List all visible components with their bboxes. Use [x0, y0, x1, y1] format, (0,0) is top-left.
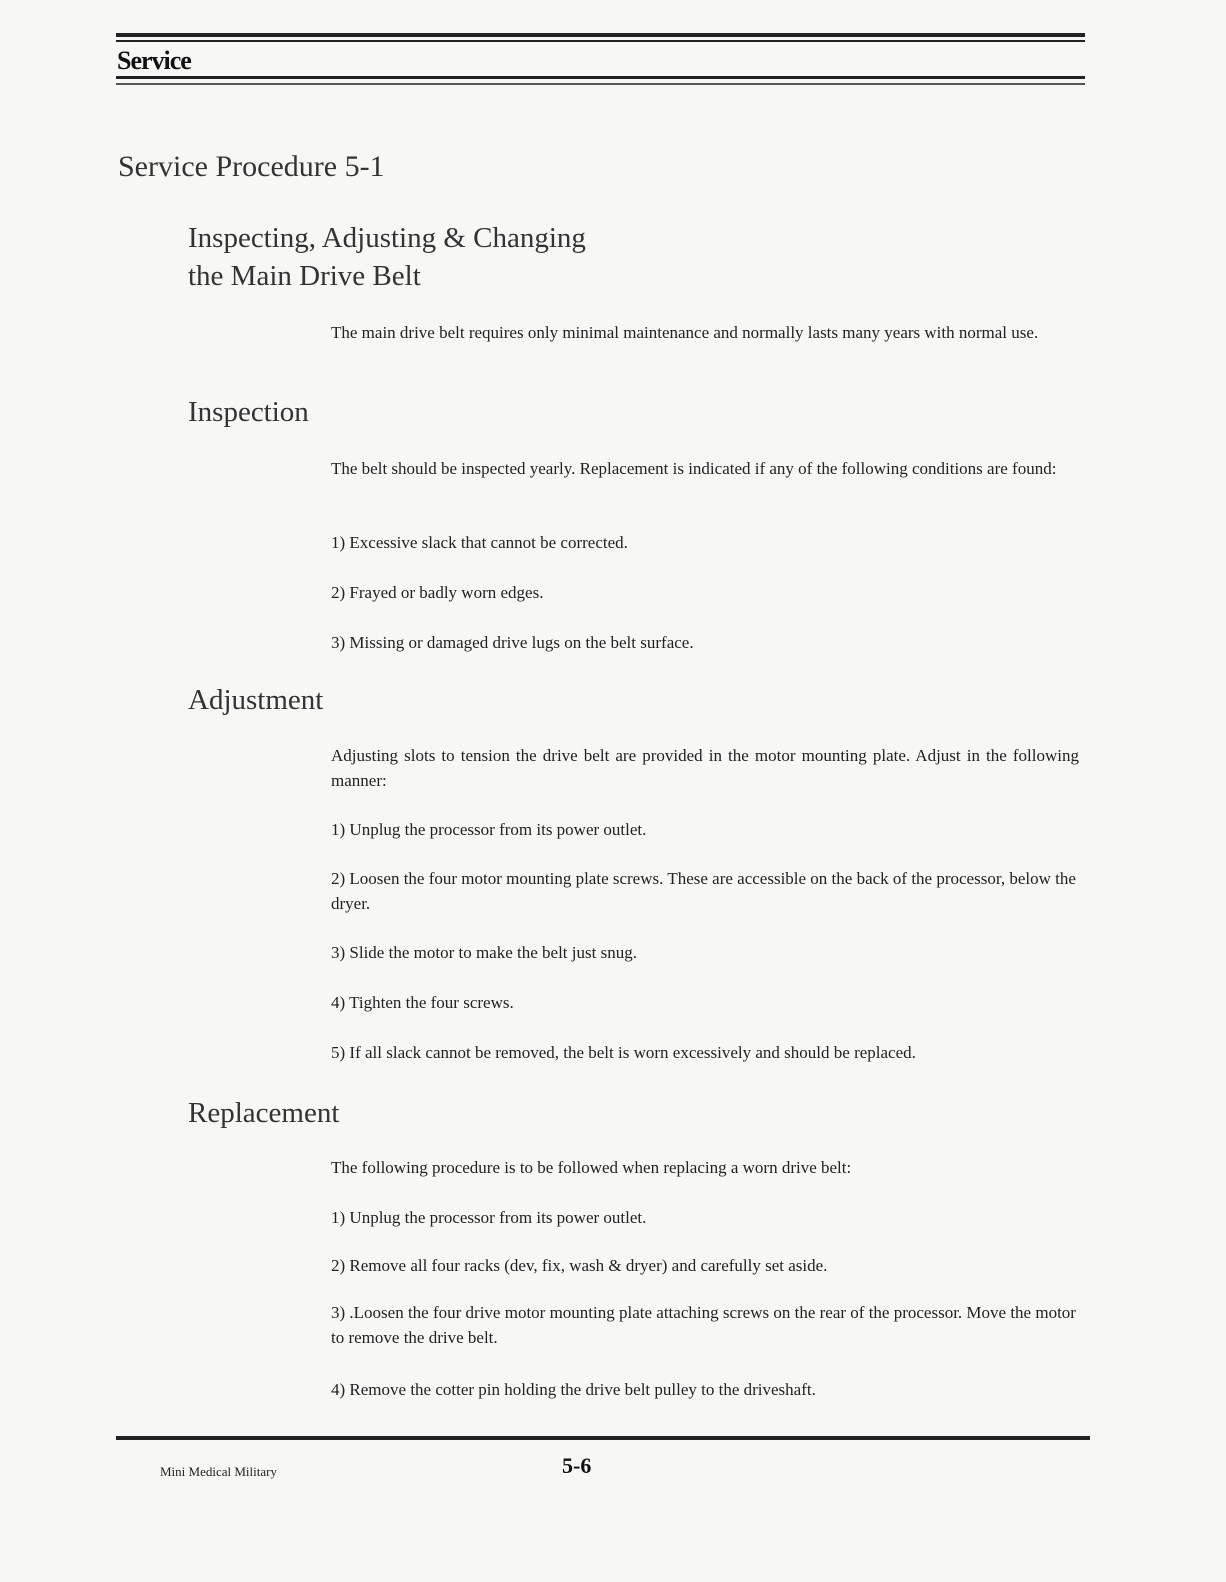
replacement-item: 4) Remove the cotter pin holding the drive belt pulley to the driveshaft.	[331, 1380, 816, 1399]
header-rule-top	[116, 33, 1085, 37]
inspection-heading: Inspection	[188, 396, 309, 428]
header-rule-top-thin	[116, 40, 1085, 42]
adjustment-item: 2) Loosen the four motor mounting plate screws. These are accessible on the back of the processor, below the dryer.	[331, 869, 1076, 913]
procedure-title: Service Procedure 5-1	[118, 150, 385, 183]
intro-paragraph: The main drive belt requires only minimal maintenance and normally lasts many years with normal use.	[331, 323, 1039, 342]
inspection-item: 3) Missing or damaged drive lugs on the belt surface.	[331, 633, 694, 652]
footer-manual-name: Mini Medical Military	[160, 1464, 277, 1479]
replacement-paragraph: The following procedure is to be followed when replacing a worn drive belt:	[331, 1158, 852, 1177]
inspection-item: 1) Excessive slack that cannot be corrected.	[331, 533, 628, 552]
adjustment-item: 3) Slide the motor to make the belt just snug.	[331, 943, 637, 962]
replacement-heading: Replacement	[188, 1097, 340, 1129]
adjustment-paragraph: Adjusting slots to tension the drive belt are provided in the motor mounting plate. Adjust in the following manner:	[331, 746, 1079, 790]
inspection-paragraph: The belt should be inspected yearly. Replacement is indicated if any of the following conditions are found:	[331, 459, 1057, 478]
main-title-line-1: Inspecting, Adjusting & Changing	[188, 222, 586, 254]
replacement-item: 3) .Loosen the four drive motor mounting plate attaching screws on the rear of the processor. Move the motor to remove the drive belt.	[331, 1303, 1076, 1347]
replacement-item: 1) Unplug the processor from its power outlet.	[331, 1208, 647, 1227]
section-header-label: Service	[117, 46, 191, 75]
adjustment-item: 5) If all slack cannot be removed, the belt is worn excessively and should be replaced.	[331, 1043, 916, 1062]
adjustment-item: 1) Unplug the processor from its power outlet.	[331, 820, 647, 839]
adjustment-item: 4) Tighten the four screws.	[331, 993, 514, 1012]
replacement-item: 2) Remove all four racks (dev, fix, wash & dryer) and carefully set aside.	[331, 1256, 828, 1275]
main-title-line-2: the Main Drive Belt	[188, 260, 421, 292]
page-number: 5-6	[562, 1453, 592, 1478]
header-rule-bottom	[116, 76, 1085, 79]
footer-rule	[116, 1436, 1090, 1440]
adjustment-heading: Adjustment	[188, 684, 324, 716]
header-rule-bottom-thin	[116, 83, 1085, 85]
inspection-item: 2) Frayed or badly worn edges.	[331, 583, 544, 602]
